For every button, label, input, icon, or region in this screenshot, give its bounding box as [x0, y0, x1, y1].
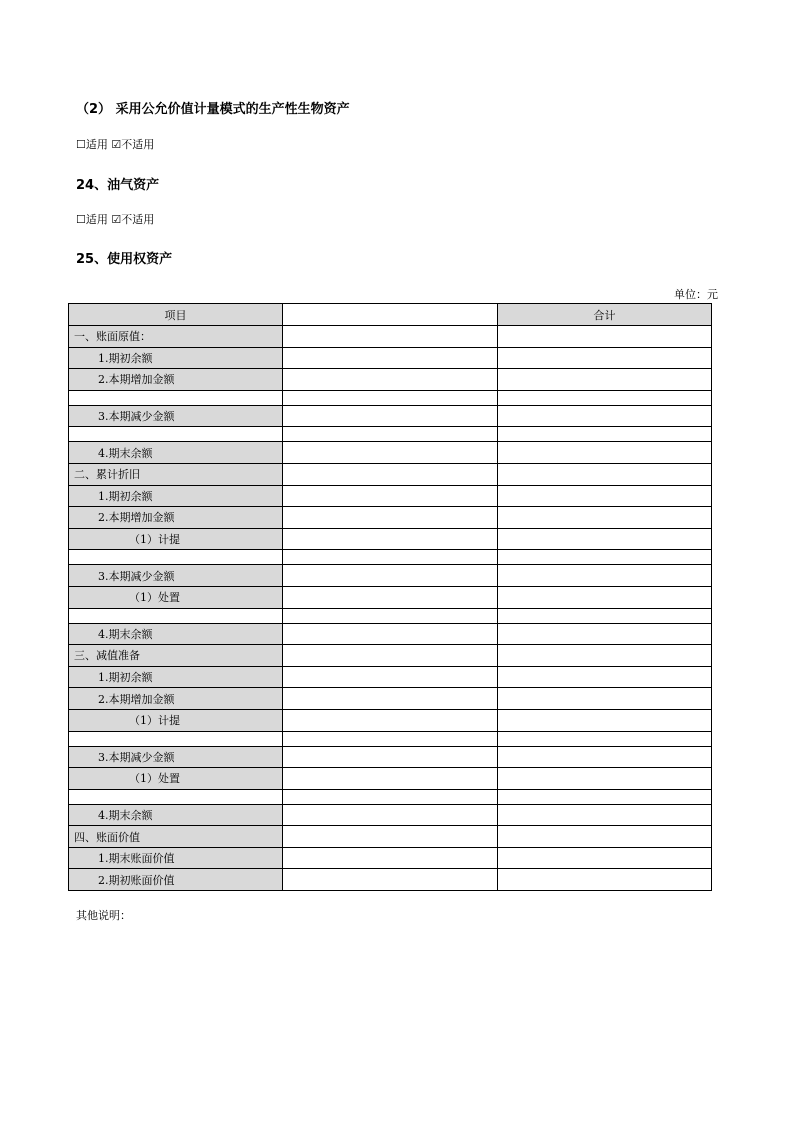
row-label-cell: 1.期初余额	[69, 485, 283, 507]
total-cell	[498, 869, 712, 891]
column-header-blank	[283, 304, 498, 326]
section-title-fair-value-bio-assets: （2） 采用公允价值计量模式的生产性生物资产	[76, 102, 350, 117]
value-cell	[283, 847, 498, 869]
row-label-cell: 4.期末余额	[69, 804, 283, 826]
value-cell	[283, 709, 498, 731]
row-label-cell: 2.本期增加金额	[69, 688, 283, 710]
total-cell	[498, 565, 712, 587]
row-label-cell: 1.期初余额	[69, 347, 283, 369]
value-cell	[283, 405, 498, 427]
total-cell	[498, 804, 712, 826]
row-label-cell: 2.本期增加金额	[69, 507, 283, 529]
table-row	[69, 369, 712, 391]
total-cell	[498, 463, 712, 485]
table-row	[69, 869, 712, 891]
table-row-blank	[69, 427, 712, 442]
table-row	[69, 485, 712, 507]
row-label-cell: （1）计提	[69, 709, 283, 731]
row-label-cell: 3.本期减少金额	[69, 405, 283, 427]
table-row	[69, 804, 712, 826]
total-cell	[498, 688, 712, 710]
other-notes-label: 其他说明：	[76, 909, 131, 922]
row-label-cell	[69, 789, 283, 804]
table-row	[69, 442, 712, 464]
value-cell	[283, 347, 498, 369]
value-cell	[283, 645, 498, 667]
table-row	[69, 826, 712, 848]
unit-label: 单位：元	[674, 288, 718, 301]
value-cell	[283, 326, 498, 348]
total-cell	[498, 666, 712, 688]
value-cell	[283, 869, 498, 891]
table-row	[69, 688, 712, 710]
table-row	[69, 326, 712, 348]
row-label-cell: （1）计提	[69, 528, 283, 550]
value-cell	[283, 789, 498, 804]
value-cell	[283, 804, 498, 826]
row-label-cell: 4.期末余额	[69, 442, 283, 464]
value-cell	[283, 507, 498, 529]
total-cell	[498, 326, 712, 348]
total-cell	[498, 485, 712, 507]
value-cell	[283, 666, 498, 688]
table-row	[69, 528, 712, 550]
column-header-item: 项目	[69, 304, 283, 326]
row-label-cell	[69, 390, 283, 405]
value-cell	[283, 427, 498, 442]
table-row	[69, 666, 712, 688]
total-cell	[498, 528, 712, 550]
row-label-cell: 1.期初余额	[69, 666, 283, 688]
value-cell	[283, 528, 498, 550]
table-row	[69, 463, 712, 485]
row-label-cell: 3.本期减少金额	[69, 565, 283, 587]
value-cell	[283, 550, 498, 565]
section-title-oil-gas-assets: 24、油气资产	[76, 178, 160, 193]
table-row	[69, 768, 712, 790]
row-label-cell	[69, 427, 283, 442]
table-row	[69, 507, 712, 529]
value-cell	[283, 586, 498, 608]
total-cell	[498, 731, 712, 746]
row-label-cell: 1.期末账面价值	[69, 847, 283, 869]
value-cell	[283, 442, 498, 464]
total-cell	[498, 645, 712, 667]
table-row	[69, 746, 712, 768]
table-row-blank	[69, 731, 712, 746]
value-cell	[283, 608, 498, 623]
table-row	[69, 405, 712, 427]
value-cell	[283, 768, 498, 790]
value-cell	[283, 826, 498, 848]
row-label-cell: 三、减值准备	[69, 645, 283, 667]
total-cell	[498, 390, 712, 405]
value-cell	[283, 746, 498, 768]
right-of-use-assets-table	[68, 303, 712, 891]
total-cell	[498, 550, 712, 565]
table-row	[69, 565, 712, 587]
row-label-cell: 2.期初账面价值	[69, 869, 283, 891]
table-row-blank	[69, 390, 712, 405]
table-row-blank	[69, 608, 712, 623]
total-cell	[498, 427, 712, 442]
total-cell	[498, 789, 712, 804]
value-cell	[283, 369, 498, 391]
total-cell	[498, 608, 712, 623]
value-cell	[283, 485, 498, 507]
row-label-cell: 一、账面原值：	[69, 326, 283, 348]
row-label-cell	[69, 731, 283, 746]
row-label-cell: 四、账面价值	[69, 826, 283, 848]
value-cell	[283, 688, 498, 710]
total-cell	[498, 586, 712, 608]
table-row	[69, 586, 712, 608]
total-cell	[498, 507, 712, 529]
applicability-checkbox-line: ☐适用 ☑不适用	[76, 213, 155, 226]
table-row-blank	[69, 789, 712, 804]
table-row-blank	[69, 550, 712, 565]
row-label-cell: 4.期末余额	[69, 623, 283, 645]
total-cell	[498, 709, 712, 731]
column-header-total: 合计	[498, 304, 712, 326]
row-label-cell: （1）处置	[69, 768, 283, 790]
row-label-cell: （1）处置	[69, 586, 283, 608]
value-cell	[283, 731, 498, 746]
total-cell	[498, 405, 712, 427]
row-label-cell	[69, 550, 283, 565]
table-row	[69, 623, 712, 645]
total-cell	[498, 369, 712, 391]
row-label-cell: 2.本期增加金额	[69, 369, 283, 391]
total-cell	[498, 746, 712, 768]
table-row	[69, 847, 712, 869]
row-label-cell	[69, 608, 283, 623]
applicability-checkbox-line: ☐适用 ☑不适用	[76, 138, 155, 151]
total-cell	[498, 826, 712, 848]
section-title-right-of-use-assets: 25、使用权资产	[76, 252, 173, 267]
table-row	[69, 645, 712, 667]
value-cell	[283, 463, 498, 485]
value-cell	[283, 390, 498, 405]
total-cell	[498, 847, 712, 869]
table-row	[69, 709, 712, 731]
value-cell	[283, 623, 498, 645]
total-cell	[498, 347, 712, 369]
table-row	[69, 347, 712, 369]
value-cell	[283, 565, 498, 587]
total-cell	[498, 623, 712, 645]
table-header-row	[69, 304, 712, 326]
total-cell	[498, 768, 712, 790]
row-label-cell: 3.本期减少金额	[69, 746, 283, 768]
total-cell	[498, 442, 712, 464]
row-label-cell: 二、累计折旧	[69, 463, 283, 485]
